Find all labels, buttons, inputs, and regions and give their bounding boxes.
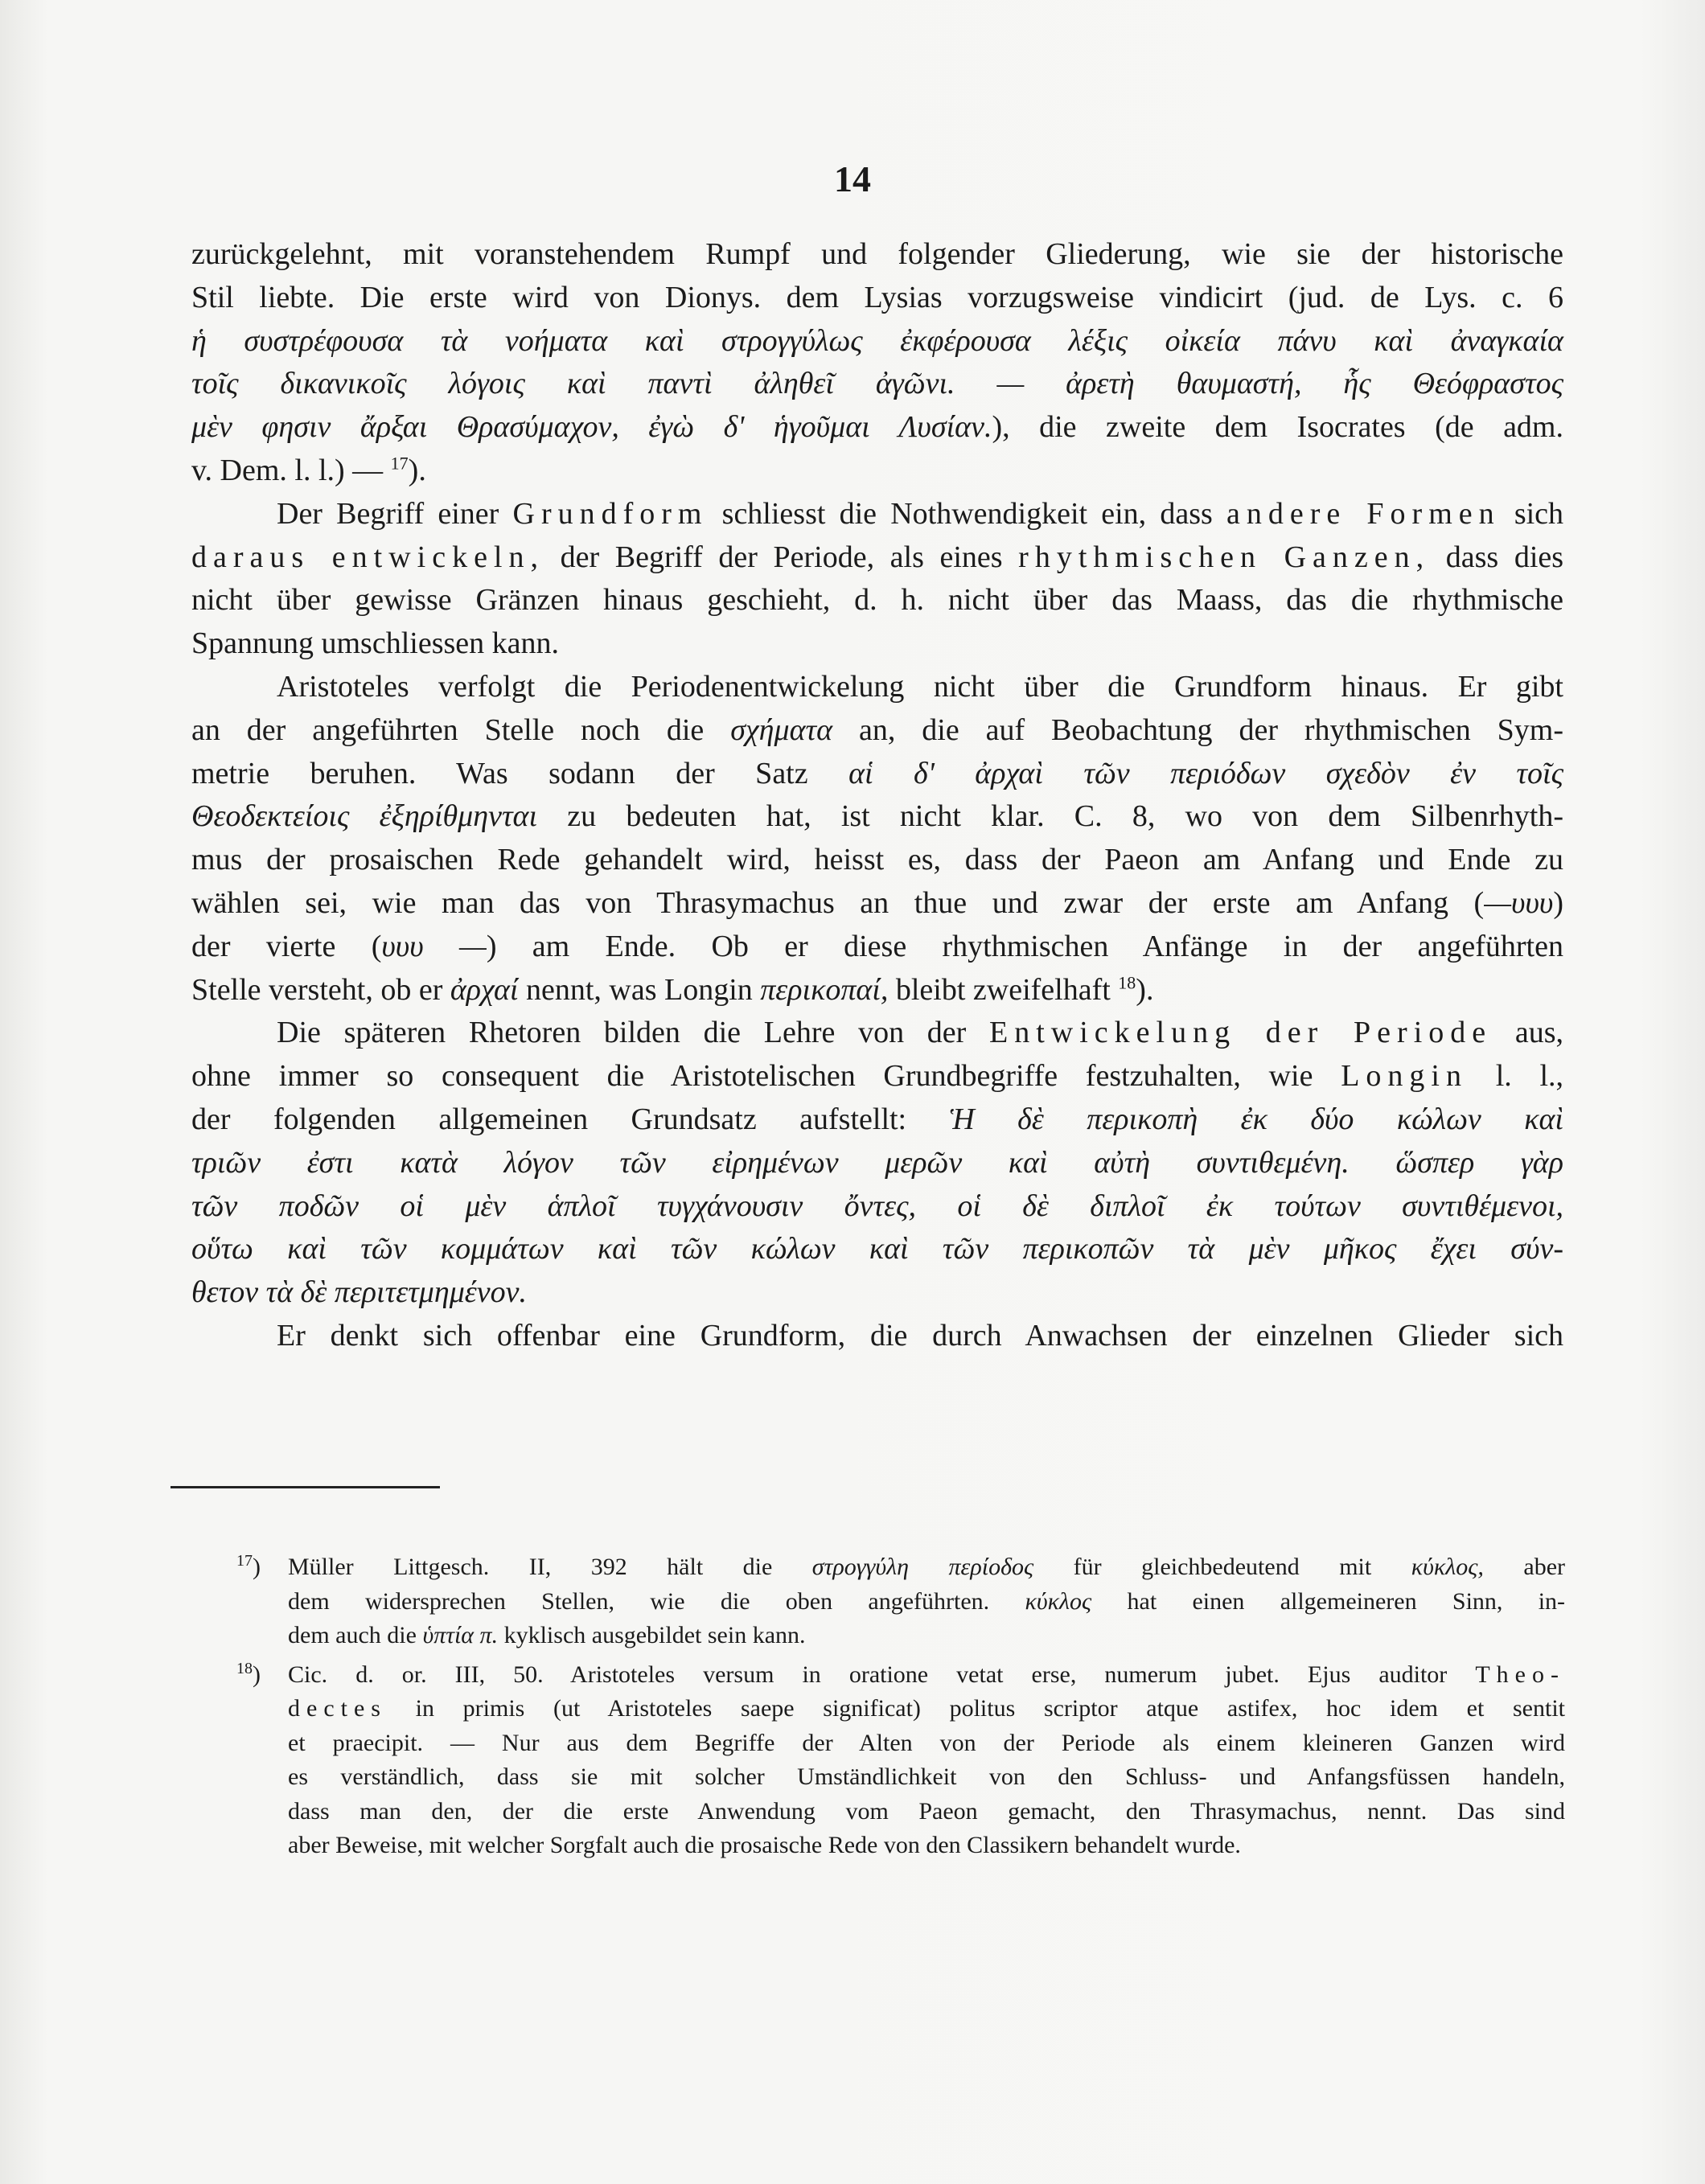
greek-run: τριῶν ἐστι κατὰ λόγον τῶν εἰρημένων μερῶν καὶ αὐτὴ συντιθεμένη. ὥσπερ γὰρ <box>191 1145 1563 1180</box>
text-line <box>191 1012 1563 1055</box>
greek-line <box>191 1271 1563 1315</box>
footnotes <box>190 1550 1565 1868</box>
footnote-18 <box>190 1658 1565 1863</box>
greek-run: ἡ συστρέφουσα τὰ νοήματα καὶ στρογγύλως ἐκφέρουσα λέξις οἰκεία πάνυ καὶ ἀναγκαία <box>191 323 1563 358</box>
text-run: v. Dem. l. l.) — <box>191 453 384 487</box>
text-line <box>191 1055 1563 1098</box>
text-line <box>191 622 1563 666</box>
spaced-term: andere Formen <box>1226 496 1501 531</box>
text-run: Spannung umschliessen kann. <box>191 626 560 661</box>
text-run: Cic. d. or. III, 50. Aristoteles versum in oratione vetat erse, numerum jubet. Ejus auditor <box>288 1661 1448 1688</box>
footnote-ref: 18 <box>1118 971 1136 992</box>
text-run: der Begriff der Periode, als eines <box>560 540 1003 574</box>
text-line <box>191 406 1563 450</box>
greek-line <box>191 1228 1563 1271</box>
spaced-term: Entwickelung der Periode <box>989 1016 1493 1050</box>
text-run: ) am Ende. Ob er diese rhythmischen Anfänge in der angeführten <box>486 929 1563 963</box>
text-run: schliesst die Nothwendigkeit ein, dass <box>721 496 1213 531</box>
text-run: an der angeführten Stelle noch die <box>191 712 705 747</box>
text-line <box>191 753 1563 796</box>
text-run: in primis (ut Aristoteles saepe significat) politus scriptor atque astifex, hoc idem et sentit <box>415 1695 1566 1722</box>
footnote-line <box>288 1585 1565 1620</box>
text-line <box>191 536 1563 580</box>
text-run: an, die auf Beobachtung der rhythmischen Sym- <box>859 712 1564 747</box>
footnote-line <box>288 1760 1565 1795</box>
greek-line <box>191 1185 1563 1229</box>
text-run: der folgenden allgemeinen Grundsatz aufstellt: <box>191 1102 907 1136</box>
text-run: zurückgelehnt, mit voranstehendem Rumpf und folgender Gliederung, wie sie der historische <box>191 237 1563 271</box>
text-run: aber <box>1523 1554 1566 1580</box>
text-run: Müller Littgesch. II, 392 hält die <box>288 1554 773 1580</box>
greek-run: περικοπαί, <box>760 972 889 1007</box>
footnote-line <box>288 1550 1565 1585</box>
text-run: kyklisch ausgebildet sein kann. <box>503 1622 806 1648</box>
greek-run: τῶν ποδῶν οἱ μὲν ἁπλοῖ τυγχάνουσιν ὄντες, οἱ δὲ διπλοῖ ἐκ τούτων συντιθέμενοι, <box>191 1188 1563 1223</box>
text-run: ), die zweite dem Isocrates (de adm. <box>992 410 1563 445</box>
greek-run: θετον τὰ δὲ περιτετμημένον. <box>191 1275 527 1310</box>
text-run: dem widersprechen Stellen, wie die oben angeführten. <box>288 1587 990 1615</box>
text-line <box>191 839 1563 882</box>
greek-run: κύκλος, <box>1411 1554 1484 1580</box>
text-line <box>191 795 1563 839</box>
meter-notation: —υυυ <box>1484 885 1554 920</box>
text-run: l. l., <box>1495 1059 1564 1094</box>
spaced-term: dectes <box>288 1695 387 1722</box>
text-run: dass dies <box>1445 540 1564 574</box>
greek-line <box>191 320 1563 363</box>
text-run: mus der prosaischen Rede gehandelt wird, heisst es, dass der Paeon am Anfang und Ende zu <box>191 843 1563 877</box>
spaced-term: Theo- <box>1475 1661 1565 1688</box>
text-run: ). <box>1136 972 1154 1007</box>
text-line <box>191 1098 1563 1142</box>
text-run: Der Begriff einer <box>277 496 499 531</box>
text-run: wählen sei, wie man das von Thrasymachus an thue und zwar der erste am Anfang ( <box>191 885 1485 920</box>
greek-run: μὲν φησιν ἄρξαι Θρασύμαχον, ἐγὼ δ' ἡγοῦμαι Λυσίαν. <box>191 410 992 445</box>
text-run: Aristoteles verfolgt die Periodenentwickelung nicht über die Grundform hinaus. Er gibt <box>277 669 1563 704</box>
footnote-number: 17 <box>236 1552 253 1570</box>
text-run: dem auch die <box>288 1622 417 1648</box>
text-line <box>191 233 1563 277</box>
spaced-term: rhythmischen Ganzen, <box>1018 540 1431 574</box>
spaced-term: daraus entwickeln, <box>191 540 544 574</box>
greek-run: τοῖς δικανικοῖς λόγοις καὶ παντὶ ἀληθεῖ ἀγῶνι. — ἀρετὴ θαυμαστή, ἧς Θεόφραστος <box>191 367 1563 401</box>
footnote-line <box>288 1619 1565 1653</box>
text-line <box>191 926 1563 969</box>
text-run: aber Beweise, mit welcher Sorgfalt auch die prosaische Rede von den Classikern behandelt wurde. <box>288 1832 1241 1858</box>
greek-line <box>191 1142 1563 1185</box>
footnote-line <box>288 1692 1565 1726</box>
greek-run: ὑπτία π. <box>422 1622 499 1648</box>
text-line <box>191 1315 1563 1358</box>
text-run: nennt, was Longin <box>525 972 753 1007</box>
greek-run: αἱ δ' ἀρχαὶ τῶν περιόδων σχεδὸν ἐν τοῖς <box>848 756 1564 790</box>
greek-run: Ἡ δὲ περικοπὴ ἐκ δύο κώλων καὶ <box>949 1102 1563 1136</box>
text-line <box>191 450 1563 493</box>
footnote-mark: $^{18}$) <box>236 1659 261 1688</box>
main-text <box>191 233 1563 1358</box>
spaced-term: Grundform <box>512 496 709 531</box>
text-run: bleibt zweifelhaft <box>895 972 1111 1007</box>
text-line <box>191 493 1563 536</box>
page-number: 14 <box>834 158 871 199</box>
text-line <box>191 709 1563 753</box>
text-run: et praecipit. — Nur aus dem Begriffe der Alten von der Periode als einem kleineren Ganzen wird <box>288 1729 1565 1756</box>
footnote-line <box>288 1829 1565 1863</box>
text-run: Stil liebte. Die erste wird von Dionys. dem Lysias vorzugsweise vindicirt (jud. de Lys. c. 6 <box>191 280 1563 314</box>
text-run: ) <box>1553 885 1563 920</box>
footnote-divider <box>170 1486 440 1488</box>
text-line <box>191 666 1563 709</box>
greek-run: ἀρχαί <box>450 972 519 1007</box>
text-line <box>191 579 1563 622</box>
text-line <box>191 969 1563 1012</box>
text-line <box>191 882 1563 926</box>
meter-notation: υυυ — <box>381 929 487 963</box>
footnote-ref: 17 <box>390 453 409 474</box>
text-run: Die späteren Rhetoren bilden die Lehre von der <box>277 1016 967 1050</box>
text-run: metrie beruhen. Was sodann der Satz <box>191 756 808 790</box>
text-run: aus, <box>1514 1016 1563 1050</box>
footnote-line <box>288 1658 1565 1693</box>
text-run: nicht über gewisse Gränzen hinaus geschieht, d. h. nicht über das Maass, das die rhythmische <box>191 583 1563 618</box>
greek-run: στρογγύλη περίοδος <box>811 1554 1034 1580</box>
footnote-17 <box>190 1550 1565 1653</box>
text-run: Er denkt sich offenbar eine Grundform, die durch Anwachsen der einzelnen Glieder sich <box>277 1318 1563 1353</box>
greek-run: σχήματα <box>730 712 833 747</box>
text-run: sich <box>1514 496 1564 531</box>
text-run: dass man den, der die erste Anwendung vom Paeon gemacht, den Thrasymachus, nennt. Das sind <box>288 1797 1565 1825</box>
greek-line <box>191 363 1563 406</box>
text-run: hat einen allgemeineren Sinn, in- <box>1127 1587 1566 1615</box>
text-run: Stelle versteht, ob er <box>191 972 443 1007</box>
footnote-number: 18 <box>236 1659 253 1677</box>
greek-run: κύκλος <box>1025 1587 1092 1615</box>
text-line <box>191 277 1563 320</box>
footnote-line <box>288 1795 1565 1829</box>
text-run: für gleichbedeutend mit <box>1073 1554 1372 1580</box>
spaced-term: Longin <box>1341 1059 1468 1094</box>
text-run: zu bedeuten hat, ist nicht klar. C. 8, wo von dem Silbenrhyth- <box>567 799 1563 834</box>
text-run: der vierte ( <box>191 929 382 963</box>
footnote-mark: $^{17}$) <box>236 1552 261 1580</box>
footnote-line <box>288 1726 1565 1761</box>
text-run: ). <box>408 453 426 487</box>
text-run: ohne immer so consequent die Aristotelischen Grundbegriffe festzuhalten, wie <box>191 1059 1313 1094</box>
text-run: es verständlich, dass sie mit solcher Umständlichkeit von den Schluss- und Anfangsfüssen handeln, <box>288 1763 1565 1790</box>
greek-run: οὕτω καὶ τῶν κομμάτων καὶ τῶν κώλων καὶ τῶν περικοπῶν τὰ μὲν μῆκος ἔχει σύν- <box>191 1232 1563 1266</box>
greek-run: Θεοδεκτείοις ἐξηρίθμηνται <box>191 799 538 834</box>
